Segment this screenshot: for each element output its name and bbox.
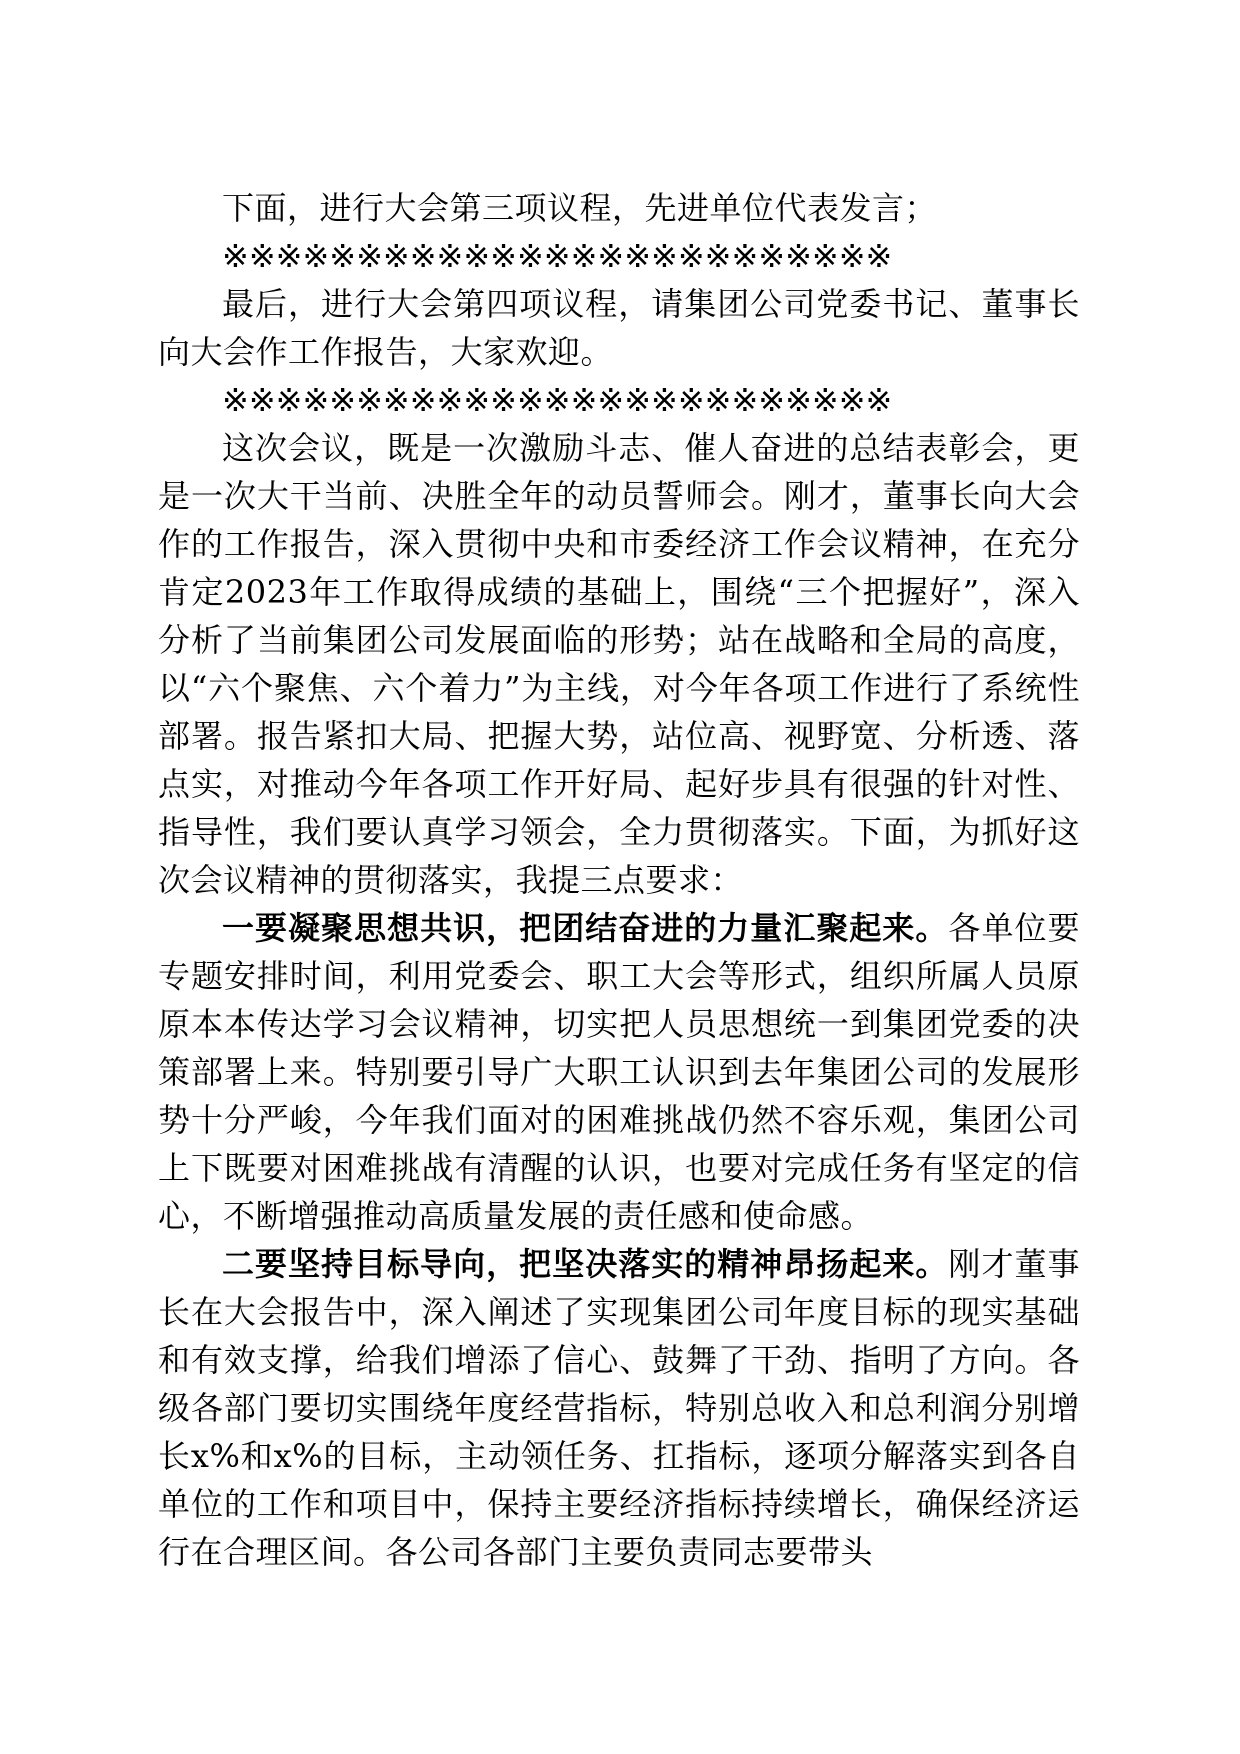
- paragraph-text: 最后，进行大会第四项议程，请集团公司党委书记、董事长向大会作工作报告，大家欢迎。: [158, 285, 1080, 371]
- paragraph-text: 下面，进行大会第三项议程，先进单位代表发言；: [222, 189, 938, 227]
- paragraph-text: 这次会议，既是一次激励斗志、催人奋进的总结表彰会，更是一次大干当前、决胜全年的动员誓师会。刚才，董事长向大会作的工作报告，深入贯彻中央和市委经济工作会议精神，在充分肯定2023年工作取得成绩的基础上，围绕“三个把握好”，深入分析了当前集团公司发展面临的形势；站在战略和全局的高度，以“六个聚焦、六个着力”为主线，对今年各项工作进行了系统性部署。报告紧扣大局、把握大势，站位高、视野宽、分析透、落点实，对推动今年各项工作开好局、起好步具有很强的针对性、指导性，我们要认真学习领会，全力贯彻落实。下面，为抓好这次会议精神的贯彻落实，我提三点要求：: [158, 429, 1080, 899]
- paragraph-requirement-two: [158, 1240, 1080, 1576]
- paragraph-lead-heading: 一要凝聚思想共识，把团结奋进的力量汇聚起来。: [222, 909, 949, 947]
- separator-marks: ※※※※※※※※※※※※※※※※※※※※※※※※※: [222, 237, 893, 275]
- section-separator: [158, 376, 1080, 424]
- paragraph-meeting-summary: [158, 424, 1080, 904]
- document-body: [158, 184, 1080, 1576]
- paragraph-agenda-three: [158, 184, 1080, 232]
- paragraph-agenda-four: [158, 280, 1080, 376]
- section-separator: [158, 232, 1080, 280]
- separator-marks: ※※※※※※※※※※※※※※※※※※※※※※※※※: [222, 381, 893, 419]
- paragraph-text: 刚才董事长在大会报告中，深入阐述了实现集团公司年度目标的现实基础和有效支撑，给我们增添了信心、鼓舞了干劲、指明了方向。各级各部门要切实围绕年度经营指标，特别总收入和总利润分别增长x%和x%的目标，主动领任务、扛指标，逐项分解落实到各自单位的工作和项目中，保持主要经济指标持续增长，确保经济运行在合理区间。各公司各部门主要负责同志要带头: [158, 1245, 1080, 1571]
- paragraph-text: 各单位要专题安排时间，利用党委会、职工大会等形式，组织所属人员原原本本传达学习会议精神，切实把人员思想统一到集团党委的决策部署上来。特别要引导广大职工认识到去年集团公司的发展形势十分严峻，今年我们面对的困难挑战仍然不容乐观，集团公司上下既要对困难挑战有清醒的认识，也要对完成任务有坚定的信心，不断增强推动高质量发展的责任感和使命感。: [158, 909, 1080, 1235]
- paragraph-lead-heading: 二要坚持目标导向，把坚决落实的精神昂扬起来。: [222, 1245, 949, 1283]
- paragraph-requirement-one: [158, 904, 1080, 1240]
